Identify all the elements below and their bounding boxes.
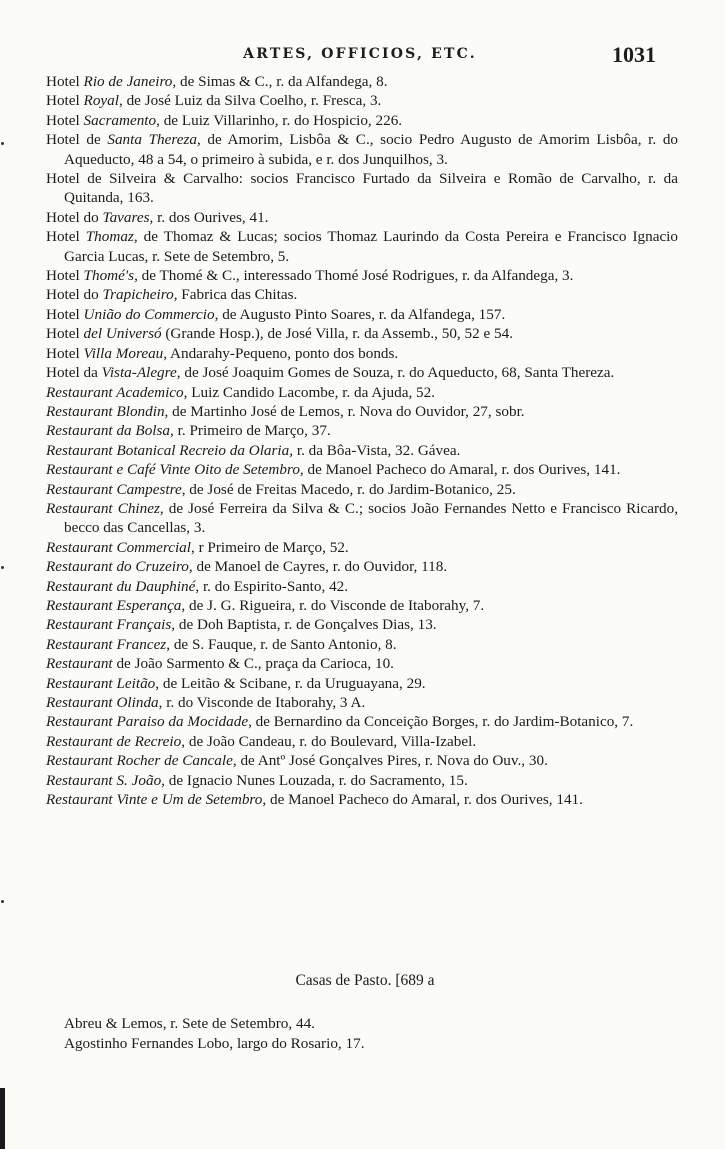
section-heading: Casas de Pasto. [689 a [295, 972, 435, 989]
listing-entry [46, 615, 678, 634]
listing-entry [46, 480, 678, 499]
establishment-name: Restaurant Francez [46, 635, 167, 653]
listing-entry [46, 674, 678, 693]
establishment-name: Thomé's [83, 267, 135, 285]
entry-text: , de Doh Baptista, r. de Gonçalves Dias, 13. [171, 616, 437, 634]
edge-speck [1, 900, 4, 903]
entry-text: , de J. G. Rigueira, r. do Visconde de Itaborahy, 7. [181, 596, 485, 614]
entry-text: , de José Ferreira da Silva & C.; socios João Fernandes Netto e Francisco Ricardo, becco das Cancellas, 3. [64, 499, 678, 537]
establishment-name: Restaurant Esperança [46, 596, 182, 614]
listing-entry [46, 130, 678, 169]
entry-text: de João Sarmento & C., praça da Carioca, 10. [112, 655, 394, 673]
listing-entry [46, 111, 678, 130]
listing-entry [46, 771, 678, 790]
entry-text: (Grande Hosp.), de José Villa, r. da Assemb., 50, 52 e 54. [161, 325, 514, 343]
establishment-name: Restaurant Botanical Recreio da Olaria [46, 441, 290, 459]
listing-entry [46, 654, 678, 673]
establishment-name: Tavares [102, 208, 150, 226]
hotel-restaurant-listing [46, 72, 678, 809]
establishment-name: Trapicheiro [102, 286, 174, 304]
entry-text: Hotel [46, 73, 84, 90]
entry-text: , de Leitão & Scibane, r. da Uruguayana, 29. [155, 674, 426, 692]
edge-speck [1, 142, 4, 145]
listing-entry [46, 538, 678, 557]
entry-text: , de Manoel Pacheco do Amaral, r. dos Ourives, 141. [262, 791, 583, 809]
entry-text: , de Thomaz & Lucas; socios Thomaz Laurindo da Costa Pereira e Francisco Ignacio Garcia Lucas, r. Sete de Setembro, 5. [64, 228, 678, 265]
establishment-name: Restaurant Français [46, 616, 172, 634]
entry-text: , de José Luiz da Silva Coelho, r. Fresca, 3. [118, 92, 382, 110]
establishment-name: Restaurant da Bolsa [46, 422, 171, 440]
entry-text: , de José de Freitas Macedo, r. do Jardim-Botanico, 25. [181, 480, 516, 498]
listing-entry [46, 227, 678, 266]
establishment-name: Royal [83, 92, 119, 110]
entry-text: , de José Joaquim Gomes de Souza, r. do Aqueducto, 68, Santa Thereza. [176, 364, 615, 382]
entry-text: , de Antº José Gonçalves Pires, r. Nova do Ouv., 30. [232, 752, 548, 770]
entry-text: , de Amorim, Lisbôa & C., socio Pedro Augusto de Amorim Lisbôa, r. do Aqueducto, 48 a 54, o primeiro à subida, e r. dos Junquilhos, 3. [64, 131, 679, 168]
entry-text: , de Manoel de Cayres, r. do Ouvidor, 118. [188, 558, 448, 576]
establishment-name: Restaurant Chinez [46, 499, 160, 517]
establishment-name: Thomaz [85, 228, 134, 246]
casas-de-pasto-listing [64, 1014, 664, 1053]
casa-de-pasto-entry: Abreu & Lemos, r. Sete de Setembro, 44. [64, 1015, 315, 1032]
listing-entry [46, 305, 678, 324]
establishment-name: Restaurant Blondin [46, 402, 165, 420]
entry-text: , de Ignacio Nunes Louzada, r. do Sacramento, 15. [161, 771, 468, 789]
establishment-name: Restaurant du Dauphiné [46, 577, 196, 595]
establishment-name: Santa Thereza [107, 131, 197, 149]
establishment-name: Sacramento [83, 111, 157, 129]
entry-text: Hotel do [46, 286, 103, 304]
establishment-name: Restaurant de Recreio [46, 732, 182, 750]
entry-text: , r. do Espirito-Santo, 42. [195, 577, 349, 595]
establishment-name: Restaurant Commercial [46, 538, 191, 556]
listing-entry [46, 363, 678, 382]
listing-entry [46, 72, 678, 91]
establishment-name: Vista-Alegre [101, 364, 177, 382]
entry-text: Hotel [46, 305, 84, 323]
entry-text: , de Martinho José de Lemos, r. Nova do Ouvidor, 27, sobr. [164, 402, 525, 420]
listing-entry [46, 577, 678, 596]
entry-text: , de Augusto Pinto Soares, r. da Alfandega, 157. [214, 305, 506, 323]
binding-edge-mark [0, 1088, 5, 1149]
listing-entry [46, 751, 678, 770]
entry-text: , de Manoel Pacheco do Amaral, r. dos Ourives, 141. [299, 461, 621, 479]
listing-entry [46, 266, 678, 285]
running-head: ARTES, OFFICIOS, ETC. [243, 46, 477, 62]
establishment-name: Villa Moreau [83, 344, 164, 362]
listing-entry [46, 208, 678, 227]
entry-text: , Andarahy-Pequeno, ponto dos bonds. [163, 344, 399, 362]
entry-text: Hotel do [46, 208, 103, 226]
entry-text: Hotel de [46, 131, 108, 149]
establishment-name: Restaurant Olinda [46, 694, 159, 711]
entry-text: , r Primeiro de Março, 52. [190, 538, 349, 556]
entry-text: , r. da Bôa-Vista, 32. Gávea. [289, 441, 461, 459]
establishment-name: Restaurant Academico [46, 383, 184, 401]
entry-text: Hotel [46, 228, 86, 246]
establishment-name: União do Commercio [83, 305, 215, 323]
listing-entry [46, 344, 678, 363]
entry-text: , de Luiz Villarinho, r. do Hospicio, 226. [156, 111, 403, 129]
entry-text: Hotel de Silveira & Carvalho: socios Francisco Furtado da Silveira e Romão de Carvalho, r. da Quitanda, 163. [46, 170, 678, 207]
listing-entry [46, 402, 678, 421]
establishment-name: Restaurant Leitão [46, 674, 156, 692]
establishment-name: Restaurant S. João [46, 771, 162, 789]
listing-entry [46, 635, 678, 654]
entry-text: Hotel [46, 325, 84, 343]
listing-entry [46, 285, 678, 304]
listing-entry [46, 693, 678, 712]
establishment-name: Restaurant e Café Vinte Oito de Setembro [46, 461, 300, 479]
establishment-name: Restaurant do Cruzeiro [46, 558, 189, 576]
listing-entry [46, 441, 678, 460]
establishment-name: Restaurant Rocher de Cancale [46, 752, 233, 770]
entry-text: , r. do Visconde de Itaborahy, 3 A. [158, 694, 366, 711]
establishment-name: Restaurant Paraiso da Mocidade [46, 713, 249, 731]
listing-entry [46, 499, 678, 538]
establishment-name: Rio de Janeiro [83, 73, 173, 90]
establishment-name: Restaurant Vinte e Um de Setembro [46, 791, 263, 809]
listing-entry [46, 91, 678, 110]
entry-text: Hotel [46, 267, 84, 285]
listing-entry [46, 169, 678, 208]
entry-text: Hotel [46, 111, 84, 129]
entry-text: Hotel [46, 344, 84, 362]
entry-text: , de Bernardino da Conceição Borges, r. do Jardim-Botanico, 7. [248, 713, 634, 731]
entry-text: Hotel [46, 92, 84, 110]
listing-entry [46, 324, 678, 343]
page-number: 1031 [612, 42, 656, 67]
entry-text: , r. Primeiro de Março, 37. [170, 422, 331, 440]
entry-text: , Luiz Candido Lacombe, r. da Ajuda, 52. [183, 383, 436, 401]
listing-entry [46, 712, 678, 731]
listing-entry [46, 557, 678, 576]
entry-text: Hotel da [46, 364, 102, 382]
listing-entry [46, 732, 678, 751]
edge-speck [1, 566, 4, 569]
page-header [0, 42, 725, 68]
listing-entry [46, 790, 678, 809]
listing-entry [46, 460, 678, 479]
entry-text: , r. dos Ourives, 41. [149, 208, 269, 226]
listing-entry [46, 596, 678, 615]
entry-text: , de S. Fauque, r. de Santo Antonio, 8. [166, 635, 397, 653]
entry-text: , de Simas & C., r. da Alfandega, 8. [172, 73, 388, 90]
casa-de-pasto-entry: Agostinho Fernandes Lobo, largo do Rosario, 17. [64, 1034, 365, 1052]
entry-text: , de Thomé & C., interessado Thomé José Rodrigues, r. da Alfandega, 3. [134, 267, 574, 285]
establishment-name: del Universó [83, 325, 162, 343]
entry-text: , de João Candeau, r. do Boulevard, Villa-Izabel. [181, 732, 477, 750]
listing-entry [46, 421, 678, 440]
establishment-name: Restaurant Campestre [46, 480, 182, 498]
establishment-name: Restaurant [46, 655, 113, 673]
entry-text: , Fabrica das Chitas. [173, 286, 298, 304]
listing-entry [46, 383, 678, 402]
